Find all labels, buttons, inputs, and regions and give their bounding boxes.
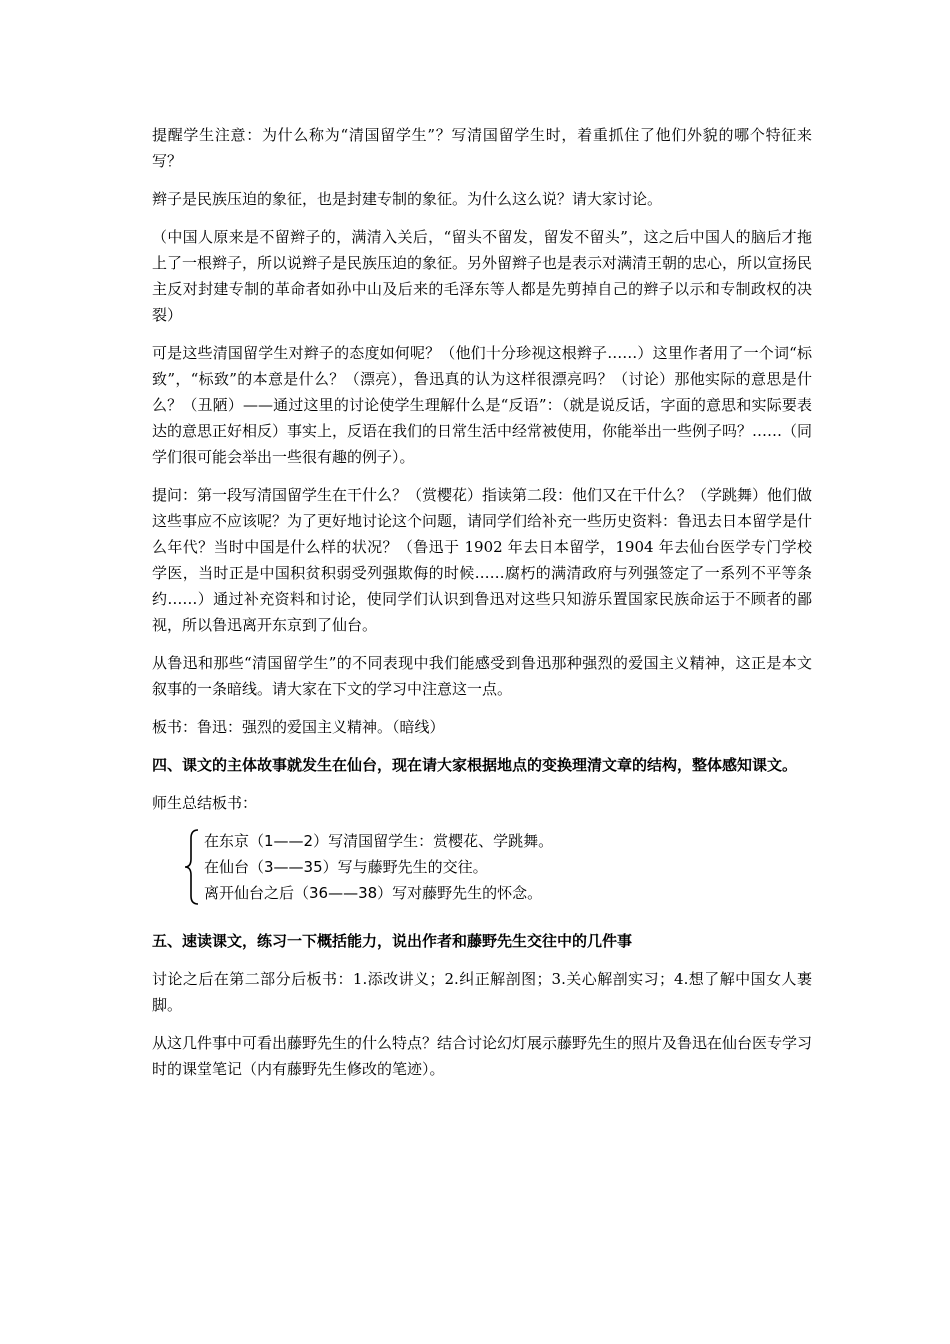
document-page xyxy=(152,122,812,1094)
paragraph-queue-question: 提醒学生注意：为什么称为“清国留学生”？写清国留学生时，着重抓住了他们外貌的哪个特征来写？ xyxy=(152,126,812,170)
paragraph-board-note: 板书：鲁迅：强烈的爱国主义精神。（暗线） xyxy=(152,718,445,736)
section-heading-four: 四、课文的主体故事就发生在仙台，现在请大家根据地点的变换理清文章的结构，整体感知课文。 xyxy=(152,756,798,774)
board-line-after-sendai: 离开仙台之后（36——38）写对藤野先生的怀念。 xyxy=(204,884,543,902)
paragraph-irony-discussion: 可是这些清国留学生对辫子的态度如何呢？（他们十分珍视这根辫子……）这里作者用了一个词“标致”，“标致”的本意是什么？（漂亮），鲁迅真的认为这样很漂亮吗？（讨论）那他实际的意思是什么？（丑陋）——通过这里的讨论使学生理解什么是“反语”：（就是说反话，字面的意思和实际要表达的意思正好相反）事实上，反语在我们的日常生活中经常被使用，你能举出一些例子吗？……（同学们很可能会举出一些很有趣的例子）。 xyxy=(152,344,813,466)
paragraph-braid-symbol: 辫子是民族压迫的象征，也是封建专制的象征。为什么这么说？请大家讨论。 xyxy=(152,190,663,208)
paragraph-summary-intro: 师生总结板书： xyxy=(152,794,258,812)
board-line-sendai: 在仙台（3——35）写与藤野先生的交往。 xyxy=(204,858,488,876)
blackboard-summary xyxy=(182,828,812,906)
board-line-tokyo: 在东京（1——2）写清国留学生：赏樱花、学跳舞。 xyxy=(204,832,554,850)
section-heading-five: 五、速读课文，练习一下概括能力，说出作者和藤野先生交往中的几件事 xyxy=(152,932,633,950)
paragraph-fujino-traits: 从这几件事中可看出藤野先生的什么特点？结合讨论幻灯展示藤野先生的照片及鲁迅在仙台医专学习时的课堂笔记（内有藤野先生修改的笔迹）。 xyxy=(152,1034,813,1078)
paragraph-events-list: 讨论之后在第二部分后板书：1.添改讲义；2.纠正解剖图；3.关心解剖实习；4.想了解中国女人裹脚。 xyxy=(152,970,812,1014)
paragraph-braid-explanation: （中国人原来是不留辫子的，满清入关后，“留头不留发，留发不留头”，这之后中国人的脑后才拖上了一根辫子，所以说辫子是民族压迫的象征。另外留辫子也是表示对满清王朝的忠心，所以宣扬民主反对封建专制的革命者如孙中山及后来的毛泽东等人都是先剪掉自己的辫子以示和专制政权的决裂） xyxy=(152,228,813,324)
curly-brace-icon xyxy=(182,828,202,906)
paragraph-history-context: 提问：第一段写清国留学生在干什么？（赏樱花）指读第二段：他们又在干什么？（学跳舞）他们做这些事应不应该呢？为了更好地讨论这个问题，请同学们给补充一些历史资料：鲁迅去日本留学是什么年代？当时中国是什么样的状况？（鲁迅于 1902 年去日本留学，1904 年去仙台医学专门学校学医，当时正是中国积贫积弱受列强欺侮的时候……腐朽的满清政府与列强签定了一系列不平等条约……）通过补充资料和讨论，使同学们认识到鲁迅对这些只知游乐置国家民族命运于不顾者的鄙视，所以鲁迅离开东京到了仙台。 xyxy=(152,486,813,634)
paragraph-patriotism: 从鲁迅和那些“清国留学生”的不同表现中我们能感受到鲁迅那种强烈的爱国主义精神，这正是本文叙事的一条暗线。请大家在下文的学习中注意这一点。 xyxy=(152,654,812,698)
